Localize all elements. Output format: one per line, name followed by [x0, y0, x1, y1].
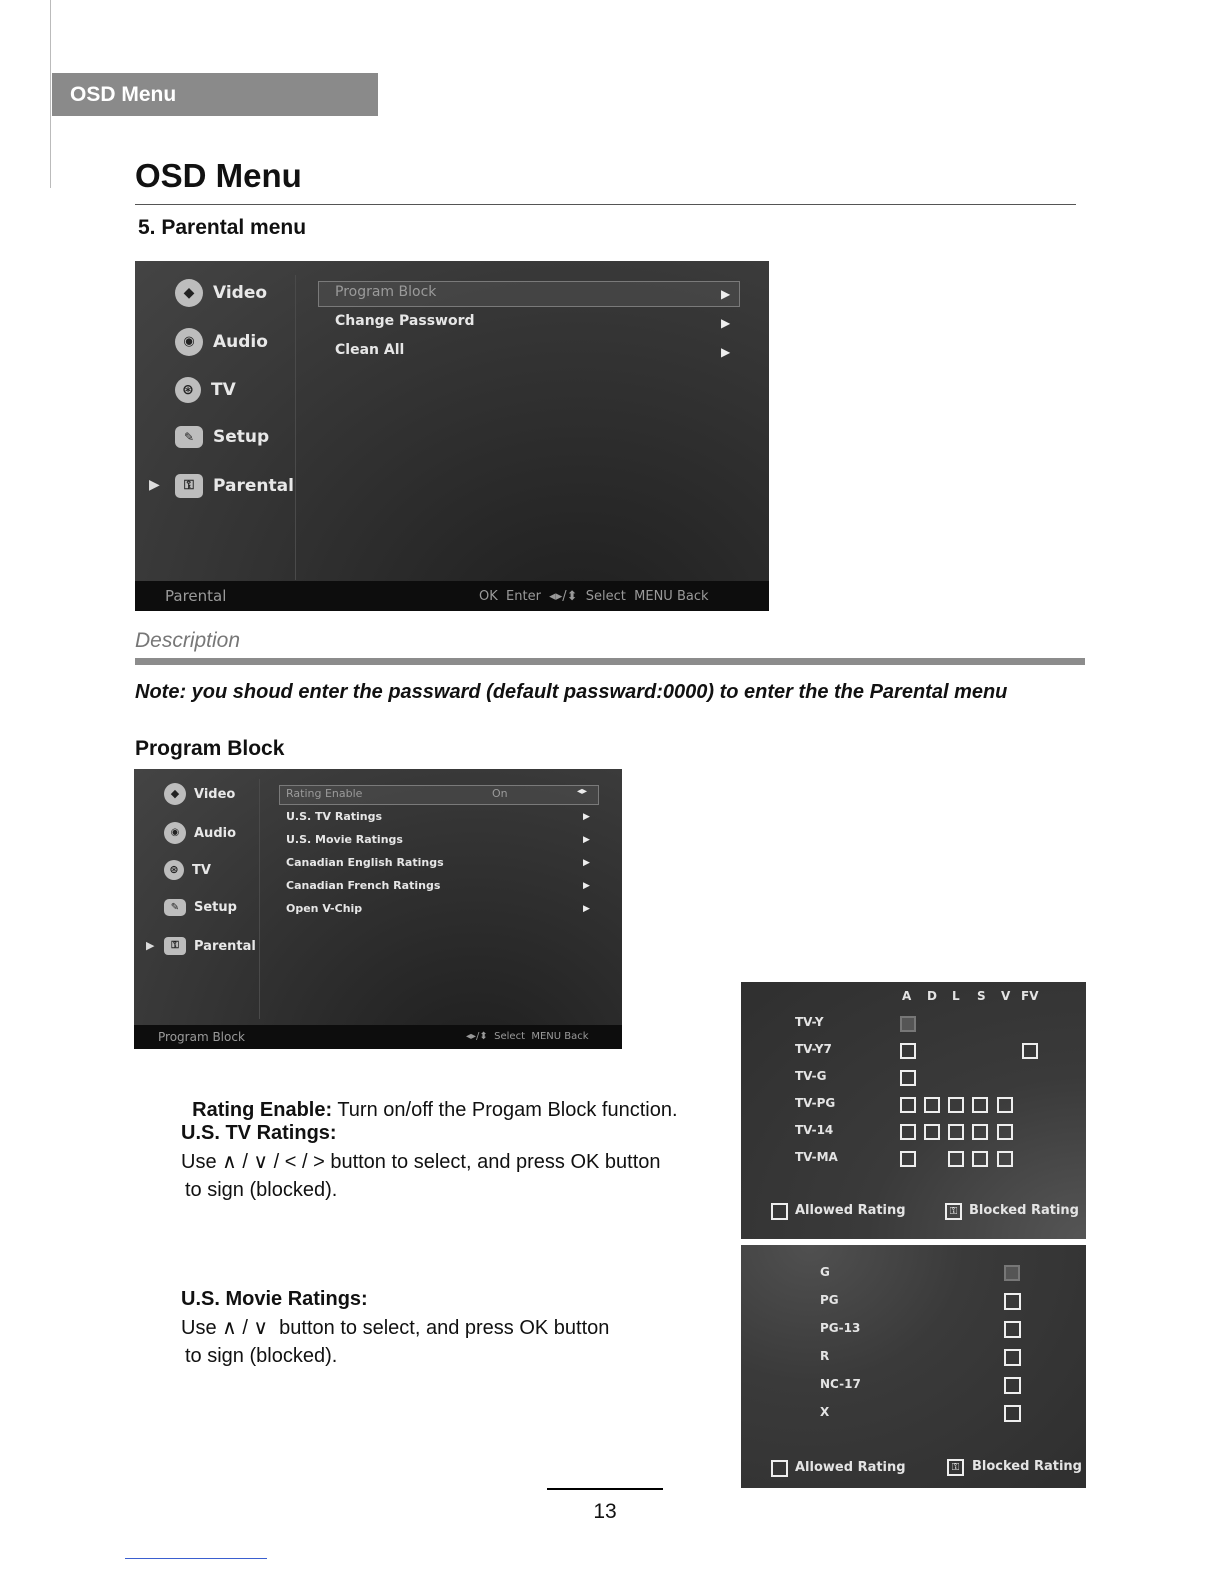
- option-open-v-chip: Open V-Chip: [286, 902, 363, 915]
- audio-icon: ◉: [175, 328, 203, 356]
- row-label-g: G: [820, 1265, 830, 1279]
- rating-checkbox: [997, 1124, 1013, 1140]
- rating-checkbox: [900, 1151, 916, 1167]
- margin-line: [50, 0, 51, 188]
- rating-enable-value: On: [492, 787, 508, 800]
- selected-pointer-icon: ▶: [149, 477, 160, 493]
- sidebar-item-tv: ⊛ TV: [175, 377, 236, 403]
- status-title: Parental: [165, 587, 227, 605]
- option-us-movie-ratings: U.S. Movie Ratings: [286, 833, 403, 846]
- rating-checkbox: [900, 1124, 916, 1140]
- rating-checkbox: [900, 1070, 916, 1086]
- row-label-r: R: [820, 1349, 830, 1363]
- rating-checkbox: [972, 1124, 988, 1140]
- movie-ratings-screenshot: [741, 1245, 1086, 1488]
- sidebar-item-tv: ⊛ TV: [164, 860, 211, 880]
- page-title: OSD Menu: [135, 157, 302, 194]
- allowed-rating-icon: [771, 1203, 788, 1220]
- left-right-arrow-icon: ◂▸: [577, 786, 588, 797]
- right-arrow-icon: ▶: [721, 316, 731, 330]
- rating-checkbox: [900, 1016, 916, 1032]
- menu-divider: [295, 275, 296, 580]
- row-label-pg: PG: [820, 1293, 839, 1307]
- rating-checkbox: [997, 1151, 1013, 1167]
- blocked-rating-lock-icon: ⚿: [947, 1459, 964, 1476]
- allowed-rating-legend: Allowed Rating: [795, 1460, 906, 1475]
- sidebar-item-video: ◆ Video: [164, 783, 235, 805]
- sidebar-item-parental: ⚿ Parental: [164, 937, 256, 955]
- setup-icon: ✎: [175, 426, 203, 448]
- us-tv-heading: U.S. TV Ratings:: [181, 1122, 337, 1144]
- right-arrow-icon: ▶: [583, 858, 590, 868]
- password-note: Note: you shoud enter the passward (default passward:0000) to enter the the Parental menu: [135, 681, 1008, 703]
- status-title: Program Block: [158, 1030, 245, 1044]
- row-label-nc-17: NC-17: [820, 1377, 861, 1391]
- us-movie-line2: to sign (blocked).: [185, 1345, 338, 1367]
- column-header-v: V: [1001, 989, 1011, 1003]
- program-block-heading: Program Block: [135, 737, 285, 760]
- row-label-tv-g: TV-G: [795, 1069, 827, 1083]
- page-number-rule: [547, 1488, 663, 1490]
- video-icon: ◆: [175, 279, 203, 307]
- rating-checkbox: [948, 1151, 964, 1167]
- option-rating-enable: Rating Enable: [286, 787, 363, 800]
- sidebar-item-video: ◆ Video: [175, 279, 267, 307]
- column-header-fv: FV: [1021, 989, 1039, 1003]
- status-bar: [135, 581, 769, 611]
- description-bar: [135, 658, 1085, 665]
- option-us-tv-ratings: U.S. TV Ratings: [286, 810, 383, 823]
- right-arrow-icon: ▶: [583, 881, 590, 891]
- blocked-rating-legend: Blocked Rating: [972, 1459, 1082, 1474]
- sidebar-item-parental: ⚿ Parental: [175, 474, 294, 498]
- tv-icon: ⊛: [175, 377, 201, 403]
- sidebar-item-audio: ◉ Audio: [175, 328, 268, 356]
- rating-checkbox: [948, 1124, 964, 1140]
- sidebar-item-audio: ◉ Audio: [164, 822, 236, 844]
- rating-checkbox: [972, 1151, 988, 1167]
- parental-icon: ⚿: [164, 937, 186, 955]
- column-header-d: D: [927, 989, 937, 1003]
- row-label-x: X: [820, 1405, 830, 1419]
- section-tab: OSD Menu: [52, 73, 378, 116]
- footer-rule: [125, 1558, 267, 1559]
- rating-checkbox: [1022, 1043, 1038, 1059]
- option-clean-all: Clean All: [335, 342, 405, 358]
- option-canadian-english-ratings: Canadian English Ratings: [286, 856, 444, 869]
- row-label-tv-y7: TV-Y7: [795, 1042, 832, 1056]
- sidebar-item-setup: ✎ Setup: [164, 899, 237, 916]
- right-arrow-icon: ▶: [583, 835, 590, 845]
- rating-checkbox: [1004, 1321, 1021, 1338]
- rating-checkbox: [924, 1124, 940, 1140]
- parental-icon: ⚿: [175, 474, 203, 498]
- setup-icon: ✎: [164, 899, 186, 916]
- rating-checkbox: [1004, 1349, 1021, 1366]
- option-change-password: Change Password: [335, 313, 475, 329]
- sidebar-item-setup: ✎ Setup: [175, 426, 269, 448]
- us-tv-line1: Use ∧ / ∨ / < / > button to select, and press OK button: [181, 1151, 661, 1173]
- right-arrow-icon: ▶: [721, 345, 731, 359]
- tv-icon: ⊛: [164, 860, 184, 880]
- us-movie-line1: Use ∧ / ∨ button to select, and press OK button: [181, 1317, 610, 1339]
- column-header-a: A: [902, 989, 912, 1003]
- rating-checkbox: [1004, 1405, 1021, 1422]
- rating-checkbox: [1004, 1293, 1021, 1310]
- row-label-pg-13: PG-13: [820, 1321, 861, 1335]
- status-hint: ◂▸/⬍ Select MENU Back: [466, 1031, 589, 1042]
- audio-icon: ◉: [164, 822, 186, 844]
- description-label: Description: [135, 629, 241, 652]
- right-arrow-icon: ▶: [721, 287, 731, 301]
- row-label-tv-y: TV-Y: [795, 1015, 824, 1029]
- rating-checkbox: [1004, 1265, 1020, 1281]
- us-movie-heading: U.S. Movie Ratings:: [181, 1288, 368, 1310]
- rating-checkbox: [900, 1097, 916, 1113]
- title-divider: [135, 204, 1076, 205]
- status-bar: [134, 1025, 622, 1049]
- option-program-block: Program Block: [335, 284, 437, 300]
- rating-checkbox: [1004, 1377, 1021, 1394]
- option-canadian-french-ratings: Canadian French Ratings: [286, 879, 441, 892]
- row-label-tv-14: TV-14: [795, 1123, 834, 1137]
- program-block-screenshot: [134, 769, 622, 1049]
- rating-checkbox: [972, 1097, 988, 1113]
- rating-checkbox: [900, 1043, 916, 1059]
- allowed-rating-icon: [771, 1460, 788, 1477]
- column-header-s: S: [977, 989, 986, 1003]
- video-icon: ◆: [164, 783, 186, 805]
- row-label-tv-ma: TV-MA: [795, 1150, 838, 1164]
- rating-checkbox: [924, 1097, 940, 1113]
- status-hint: OK Enter ◂▸/⬍ Select MENU Back: [479, 589, 709, 604]
- blocked-rating-legend: Blocked Rating: [969, 1203, 1079, 1218]
- right-arrow-icon: ▶: [583, 812, 590, 822]
- allowed-rating-legend: Allowed Rating: [795, 1203, 906, 1218]
- blocked-rating-lock-icon: ⚿: [945, 1203, 962, 1220]
- rating-checkbox: [948, 1097, 964, 1113]
- rating-enable-paragraph: [181, 1068, 678, 1124]
- rating-enable-text: Turn on/off the Progam Block function.: [332, 1099, 678, 1121]
- section-heading: 5. Parental menu: [138, 216, 307, 239]
- tv-ratings-screenshot: [741, 982, 1086, 1239]
- rating-checkbox: [997, 1097, 1013, 1113]
- column-header-l: L: [952, 989, 960, 1003]
- us-tv-line2: to sign (blocked).: [185, 1179, 338, 1201]
- row-label-tv-pg: TV-PG: [795, 1096, 836, 1110]
- menu-divider: [259, 779, 260, 1019]
- right-arrow-icon: ▶: [583, 904, 590, 914]
- rating-enable-label: Rating Enable:: [192, 1099, 333, 1121]
- parental-menu-screenshot: [135, 261, 769, 611]
- page-number: 13: [593, 1500, 617, 1523]
- selected-pointer-icon: ▶: [146, 939, 155, 952]
